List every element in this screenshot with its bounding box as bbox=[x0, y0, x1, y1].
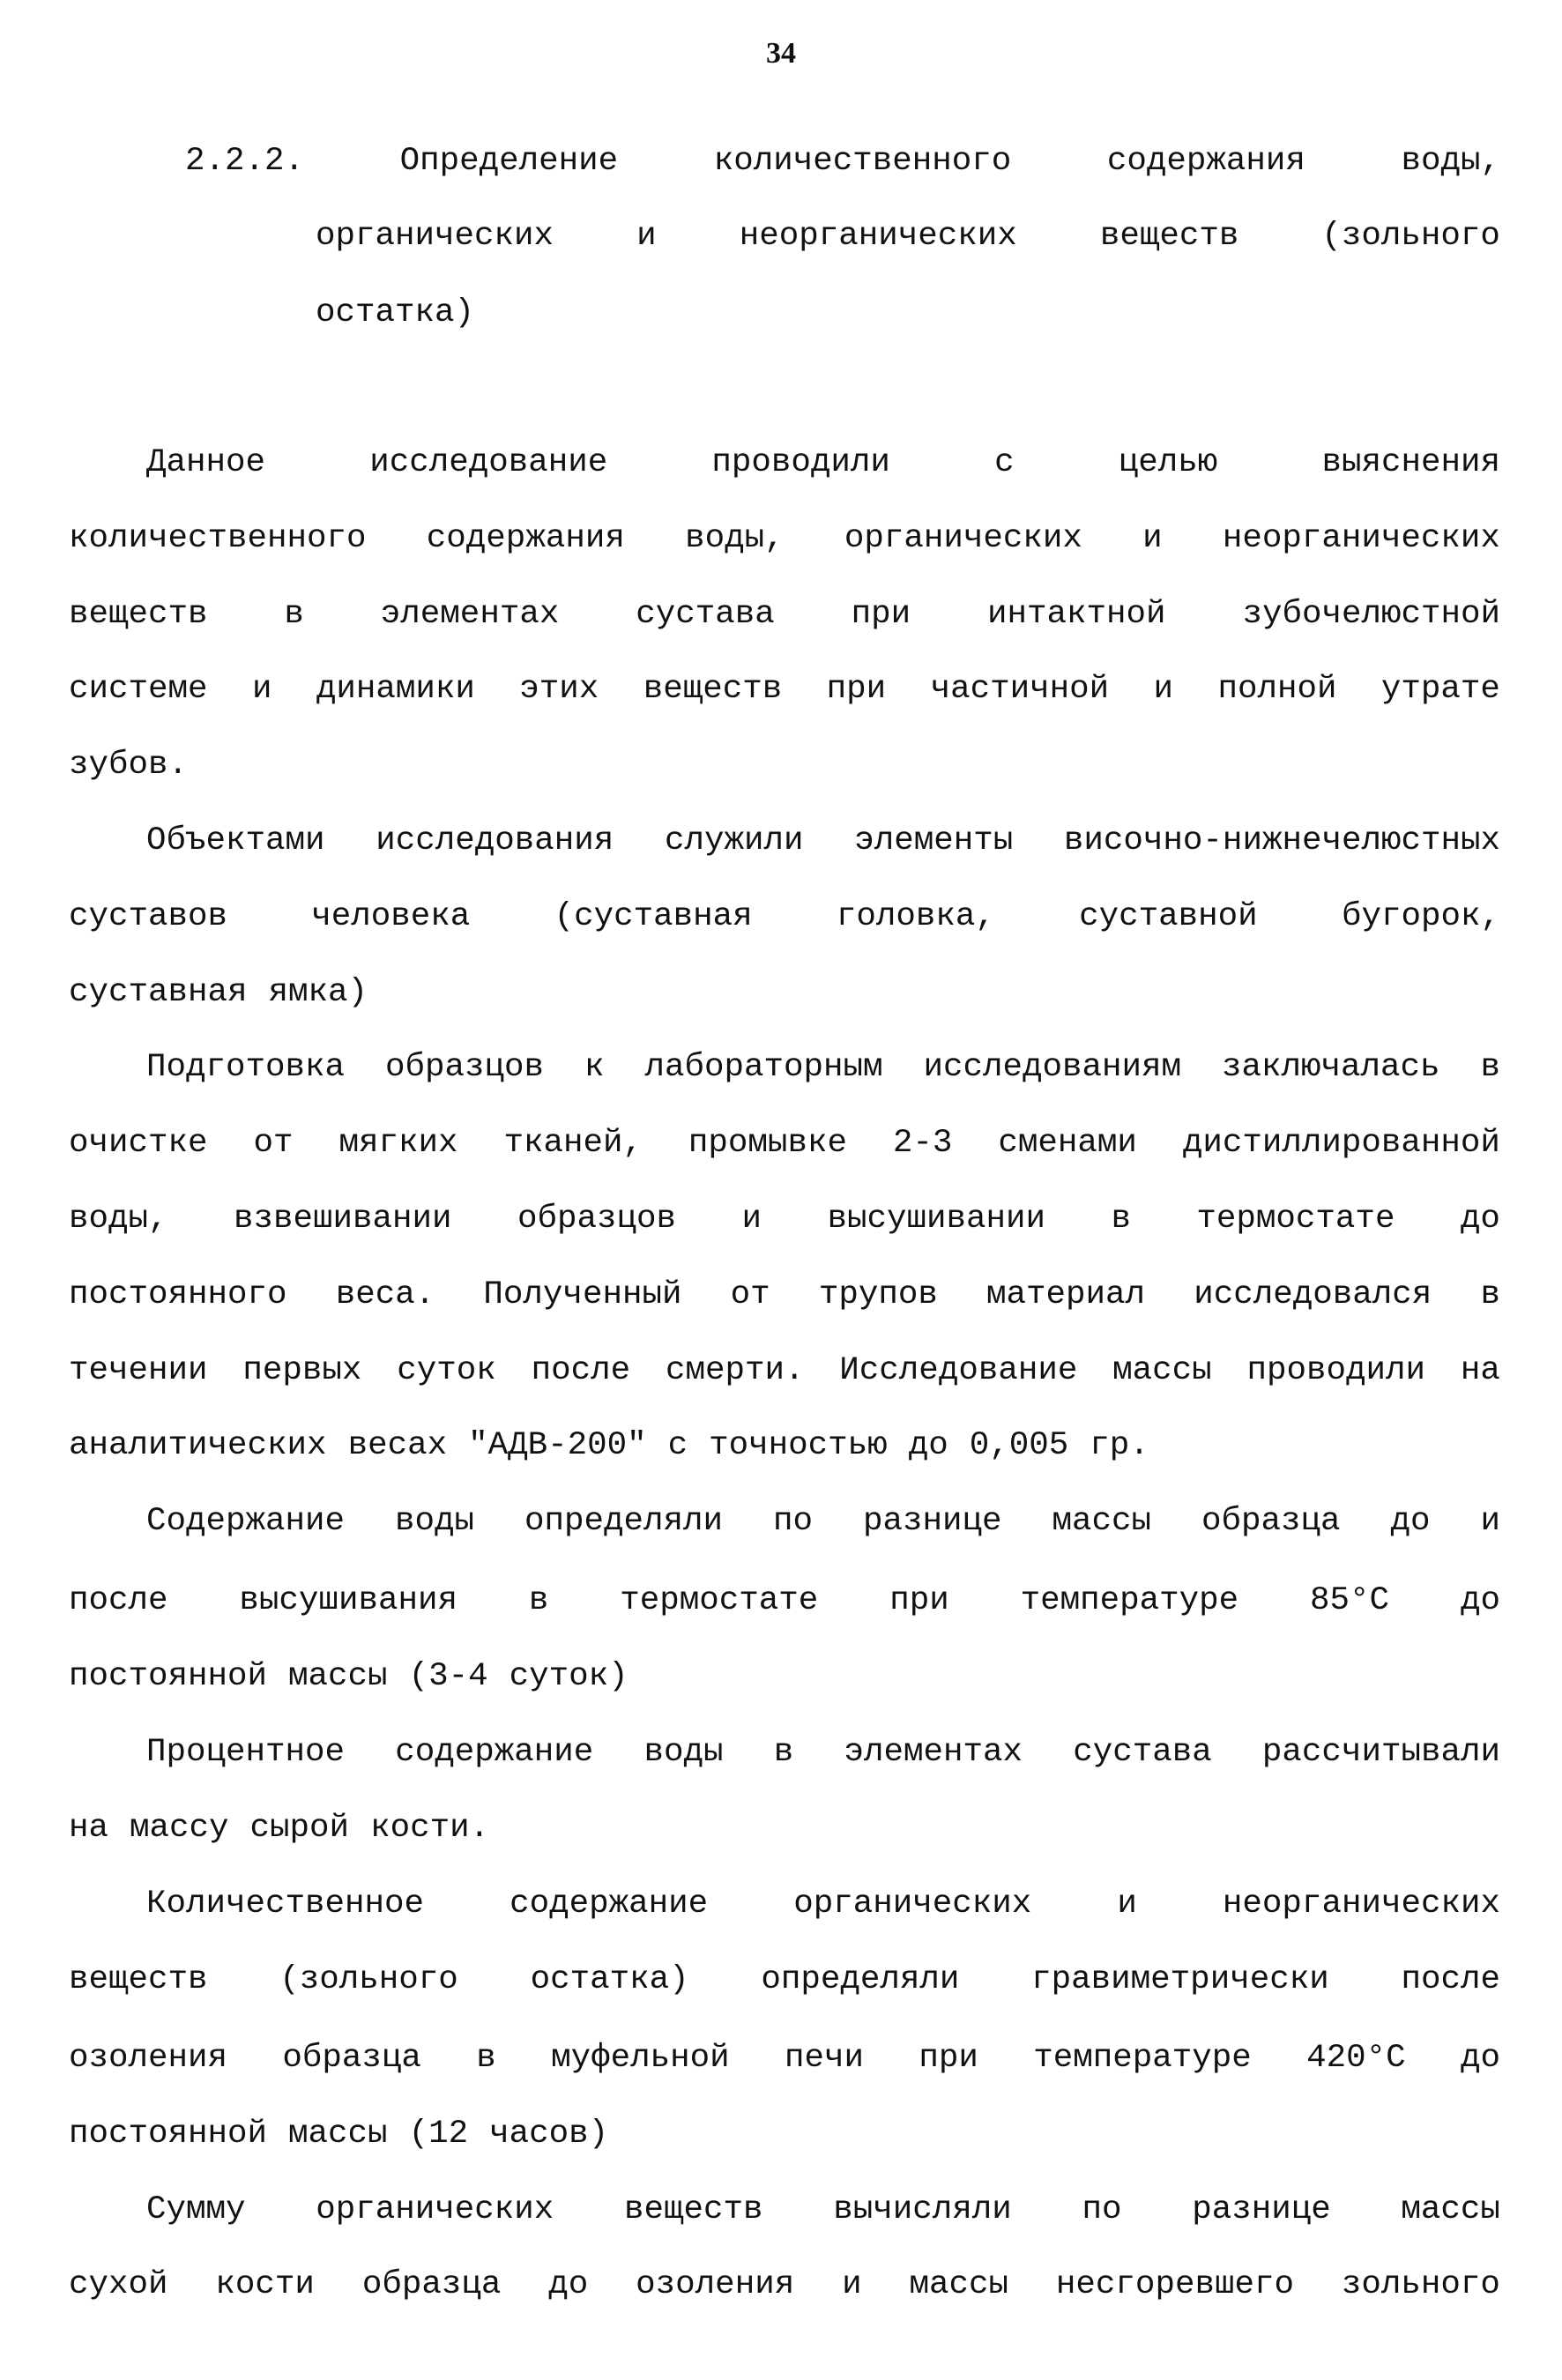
body-line: постоянного веса. Полученный от трупов материал исследовался в bbox=[69, 1276, 1500, 1313]
body-line: постоянной массы (12 часов) bbox=[69, 2116, 609, 2153]
body-line: Объектами исследования служили элементы височно-нижнечелюстных bbox=[146, 822, 1500, 859]
body-line: Процентное содержание воды в элементах сустава рассчитывали bbox=[146, 1734, 1500, 1771]
body-line: Содержание воды определяли по разнице массы образца до и bbox=[146, 1503, 1500, 1540]
page-number: 34 bbox=[766, 37, 796, 70]
body-line: Сумму органических веществ вычисляли по разнице массы bbox=[146, 2191, 1500, 2228]
heading-line: 2.2.2. Определение количественного содержания воды, bbox=[185, 143, 1500, 180]
body-line: сухой кости образца до озоления и массы несгоревшего зольного bbox=[69, 2266, 1500, 2303]
body-line: веществ в элементах сустава при интактной зубочелюстной bbox=[69, 596, 1500, 633]
body-line: системе и динамики этих веществ при частичной и полной утрате bbox=[69, 671, 1500, 708]
body-line: количественного содержания воды, органических и неорганических bbox=[69, 520, 1500, 557]
body-line: очистке от мягких тканей, промывке 2-3 сменами дистиллированной bbox=[69, 1125, 1500, 1162]
body-line: постоянной массы (3-4 суток) bbox=[69, 1658, 629, 1695]
body-line: Подготовка образцов к лабораторным исследованиям заключалась в bbox=[146, 1049, 1500, 1086]
heading-line: органических и неорганических веществ (зольного bbox=[316, 218, 1500, 255]
body-line: веществ (зольного остатка) определяли гравиметрически после bbox=[69, 1961, 1500, 1998]
body-line: аналитических весах "АДВ-200" с точностью до 0,005 гр. bbox=[69, 1427, 1149, 1464]
body-line: зубов. bbox=[69, 747, 189, 784]
body-line: течении первых суток после смерти. Исследование массы проводили на bbox=[69, 1352, 1500, 1389]
body-line: озоления образца в муфельной печи при температуре 420°С до bbox=[69, 2040, 1500, 2077]
body-line: Данное исследование проводили с целью выяснения bbox=[146, 444, 1500, 481]
body-line: после высушивания в термостате при температуре 85°С до bbox=[69, 1582, 1500, 1619]
heading-line: остатка) bbox=[316, 294, 475, 331]
body-line: воды, взвешивании образцов и высушивании в термостате до bbox=[69, 1201, 1500, 1238]
body-line: на массу сырой кости. bbox=[69, 1810, 490, 1847]
body-line: Количественное содержание органических и неорганических bbox=[146, 1885, 1500, 1923]
body-line: суставная ямка) bbox=[69, 974, 368, 1011]
body-line: суставов человека (суставная головка, суставной бугорок, bbox=[69, 898, 1500, 935]
